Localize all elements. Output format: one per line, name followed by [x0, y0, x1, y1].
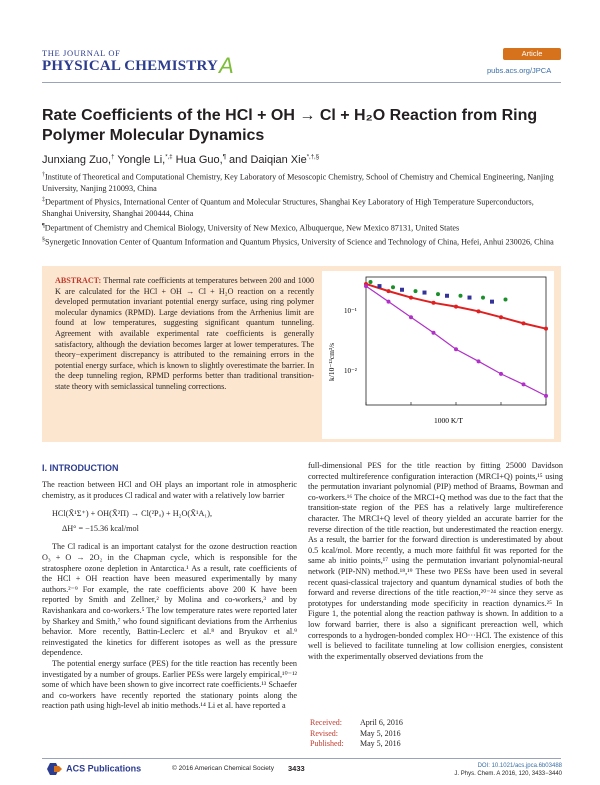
- paragraph: The Cl radical is an important catalyst for the ozone destruction reaction O₃ + O → 2O₂ in the Chapman cycle, which is responsible for the stratosphere ozone depletion in Antarctica.¹ As a result, rate coefficients of the HCl + OH reaction have been measured experimentally by many authors.²⁻⁹ For example, the rate coefficients above 200 K have been reported by Smith and Zellner,² by Molina and co-workers,³ and by Ravishankara and co-workers.⁵ The low temperature rates were reported later by Sharkey and Smith,⁷ who found significant deviations from the Arrhenius behavior. More recently, Battin-Leclerc et al.⁸ and Bryukov et al.⁹ reinvestigated the kinetics for different isotopes as well as the pressure dependence.: [42, 542, 297, 658]
- date-label: Revised:: [310, 728, 338, 738]
- data-point: [387, 300, 391, 304]
- date-revised: [310, 729, 403, 740]
- publisher-name: ACS Publications: [66, 763, 142, 774]
- data-point: [477, 309, 481, 313]
- author-list: [42, 154, 319, 166]
- date-value: May 5, 2016: [360, 728, 401, 738]
- right-column: [308, 461, 563, 662]
- y-axis-label: k/10⁻¹³cm³/s: [327, 342, 336, 381]
- data-point: [400, 288, 404, 292]
- data-point: [432, 301, 436, 305]
- paragraph: The reaction between HCl and OH plays an important role in atmospheric chemistry, as it produces Cl radical and water with a relatively low barrier: [42, 480, 297, 500]
- data-point: [504, 298, 508, 302]
- copyright-notice: © 2016 American Chemical Society: [172, 765, 274, 772]
- x-axis-label: 1000 K/T: [434, 416, 463, 425]
- data-point: [490, 300, 494, 304]
- series-line: [366, 286, 546, 396]
- doi-block: [452, 762, 562, 778]
- publication-dates: [310, 718, 403, 750]
- data-point: [459, 294, 463, 298]
- toc-graphic: [322, 271, 554, 439]
- affiliation: ¶Department of Chemistry and Chemical Biology, University of New Mexico, Albuquerque, New Mexico 87131, United States: [42, 223, 460, 233]
- journal-url-link[interactable]: pubs.acs.org/JPCA: [487, 66, 552, 75]
- data-point: [499, 315, 503, 319]
- date-value: April 6, 2016: [360, 718, 403, 727]
- data-point: [477, 359, 481, 363]
- data-point: [409, 296, 413, 300]
- data-point: [544, 394, 548, 398]
- author-mark: ¶: [222, 154, 226, 161]
- paragraph: The potential energy surface (PES) for the title reaction has recently been investigated by a number of groups. Earlier PESs were largely empirical,¹⁰⁻¹² some of which have been shown to give incorrect rate coefficients.¹³ Schaefer and co-workers have recently reported the stationary points along the reaction path using high-level ab initio methods.¹⁴ Li et al. have reported a: [42, 658, 297, 711]
- header-divider: [42, 82, 561, 83]
- author-name[interactable]: Hua Guo,: [175, 154, 223, 166]
- data-point: [391, 285, 395, 289]
- author-name[interactable]: and Daiqian Xie: [229, 154, 307, 166]
- article-type-badge: Article: [503, 48, 561, 60]
- abstract-text: [55, 276, 314, 393]
- abstract-label: ABSTRACT:: [55, 276, 102, 285]
- equation: HCl(X̃¹Σ⁺) + OH(X̃²Π) → Cl(²Pᵤ) + H₂O(X̃¹A₁),: [52, 509, 213, 519]
- acs-hexagon-icon: [44, 762, 64, 776]
- data-point: [544, 327, 548, 331]
- data-point: [522, 321, 526, 325]
- equation: ΔH° = −15.36 kcal/mol: [62, 523, 139, 533]
- data-point: [364, 284, 368, 288]
- date-published: [310, 739, 403, 750]
- data-point: [387, 289, 391, 293]
- acs-publications-logo[interactable]: [44, 762, 141, 776]
- toc-chart: [322, 271, 554, 439]
- data-point: [522, 382, 526, 386]
- data-point: [409, 315, 413, 319]
- data-point: [414, 289, 418, 293]
- data-point: [468, 296, 472, 300]
- date-value: May 5, 2016: [360, 739, 401, 748]
- data-point: [369, 280, 373, 284]
- data-point: [423, 291, 427, 295]
- affiliation: ‡Department of Physics, International Center of Quantum and Molecular Structures, Shanghai Key Laboratory of High Temperature Superconductors, Shanghai University, Shanghai 200444, China: [42, 197, 534, 218]
- y-tick-label: 10⁻¹: [344, 307, 357, 315]
- y-tick-label: 10⁻²: [344, 367, 357, 375]
- author-name[interactable]: Junxiang Zuo,: [42, 154, 112, 166]
- data-point: [499, 372, 503, 376]
- citation: J. Phys. Chem. A 2016, 120, 3433−3440: [454, 771, 562, 777]
- journal-letter: A: [219, 53, 234, 78]
- author-mark: †: [111, 154, 115, 161]
- journal-name-main: PHYSICAL CHEMISTRY: [42, 58, 219, 74]
- section-heading: I. INTRODUCTION: [42, 463, 119, 473]
- data-point: [454, 305, 458, 309]
- left-column: [42, 480, 297, 712]
- paragraph: full-dimensional PES for the title reaction by fitting 25000 Davidson corrected multireference configuration interaction (MRCI+Q) points,¹⁵ using the permutation invariant polynomial (PIP) method of Braams, Bowman and co-workers.¹⁶ The choice of the MRCI+Q method was due to the fact that the transition-state region of the PES has a relatively large multireference character. The MRCI+Q level of theory yielded an accurate barrier for the reverse direction of the title reaction, but underestimated the reaction energy. As a result, the barrier for the forward direction is underestimated by about 0.5 kcal/mol. More recently, a much more faithful fit was reported for the same ab initio points,¹⁷ using the permutation invariant polynomial-neural network (PIP-NN) method.¹⁸,¹⁹ These two PESs have been used in several recent quasi-classical trajectory and quantum dynamical studies of both the forward and reverse directions of the title reaction,²⁰⁻²⁴ since they serve as prototypes for understanding mode specificity in reaction dynamics.²⁵ In Figure 1, the potential along the reaction pathway is shown. In addition to a low forward barrier, there is also a significant prereaction well, which corresponds to a hydrogen-bonded complex HO···HCl. The existence of this well is believed to facilitate tunneling at low collision energies, consistent with the experimentally observed deviations from the: [308, 461, 563, 661]
- data-point: [445, 294, 449, 298]
- footer-divider: [42, 758, 561, 759]
- data-point: [432, 331, 436, 335]
- plot-frame: [366, 277, 546, 405]
- doi-link[interactable]: DOI: 10.1021/acs.jpca.6b03488: [477, 763, 562, 769]
- author-mark: *,‡: [165, 154, 173, 161]
- author-mark: *,†,§: [306, 154, 320, 161]
- affiliation: †Institute of Theoretical and Computational Chemistry, Key Laboratory of Mesoscopic Chemistry, School of Chemistry and Chemical Engineering, Nanjing University, Nanjing 210093, China: [42, 172, 554, 193]
- date-label: Received:: [310, 718, 342, 727]
- abstract-body: Thermal rate coefficients at temperatures between 200 and 1000 K are calculated for the HCl + OH → Cl + H₂O reaction on a recently developed permutation invariant potential energy surface, using ring polymer molecular dynamics (RPMD). Large deviations from the Arrhenius limit are found at low temperatures, suggesting significant quantum tunneling. Agreement with available experimental rate coefficients is generally satisfactory, although the deviation becomes larger at lower temperatures. The theory−experiment discrepancy is attributed to the remaining errors in the potential energy surface, which is known to slightly overestimate the barrier. In the deep tunneling region, RPMD performs better than traditional transition-state theory with semiclassical tunneling corrections.: [55, 276, 314, 391]
- page-number: 3433: [288, 764, 305, 773]
- date-received: [310, 718, 403, 729]
- author-name[interactable]: Yongle Li,: [117, 154, 166, 166]
- article-title: Rate Coefficients of the HCl + OH → Cl + H₂O Reaction from Ring Polymer Molecular Dynamics: [42, 107, 538, 144]
- data-point: [454, 347, 458, 351]
- journal-name-top: THE JOURNAL OF: [42, 48, 121, 58]
- data-point: [378, 284, 382, 288]
- affiliation: §Synergetic Innovation Center of Quantum Information and Quantum Physics, University of Science and Technology of China, Hefei, Anhui 230026, China: [42, 237, 554, 247]
- date-label: Published:: [310, 739, 344, 748]
- data-point: [481, 296, 485, 300]
- data-point: [436, 292, 440, 296]
